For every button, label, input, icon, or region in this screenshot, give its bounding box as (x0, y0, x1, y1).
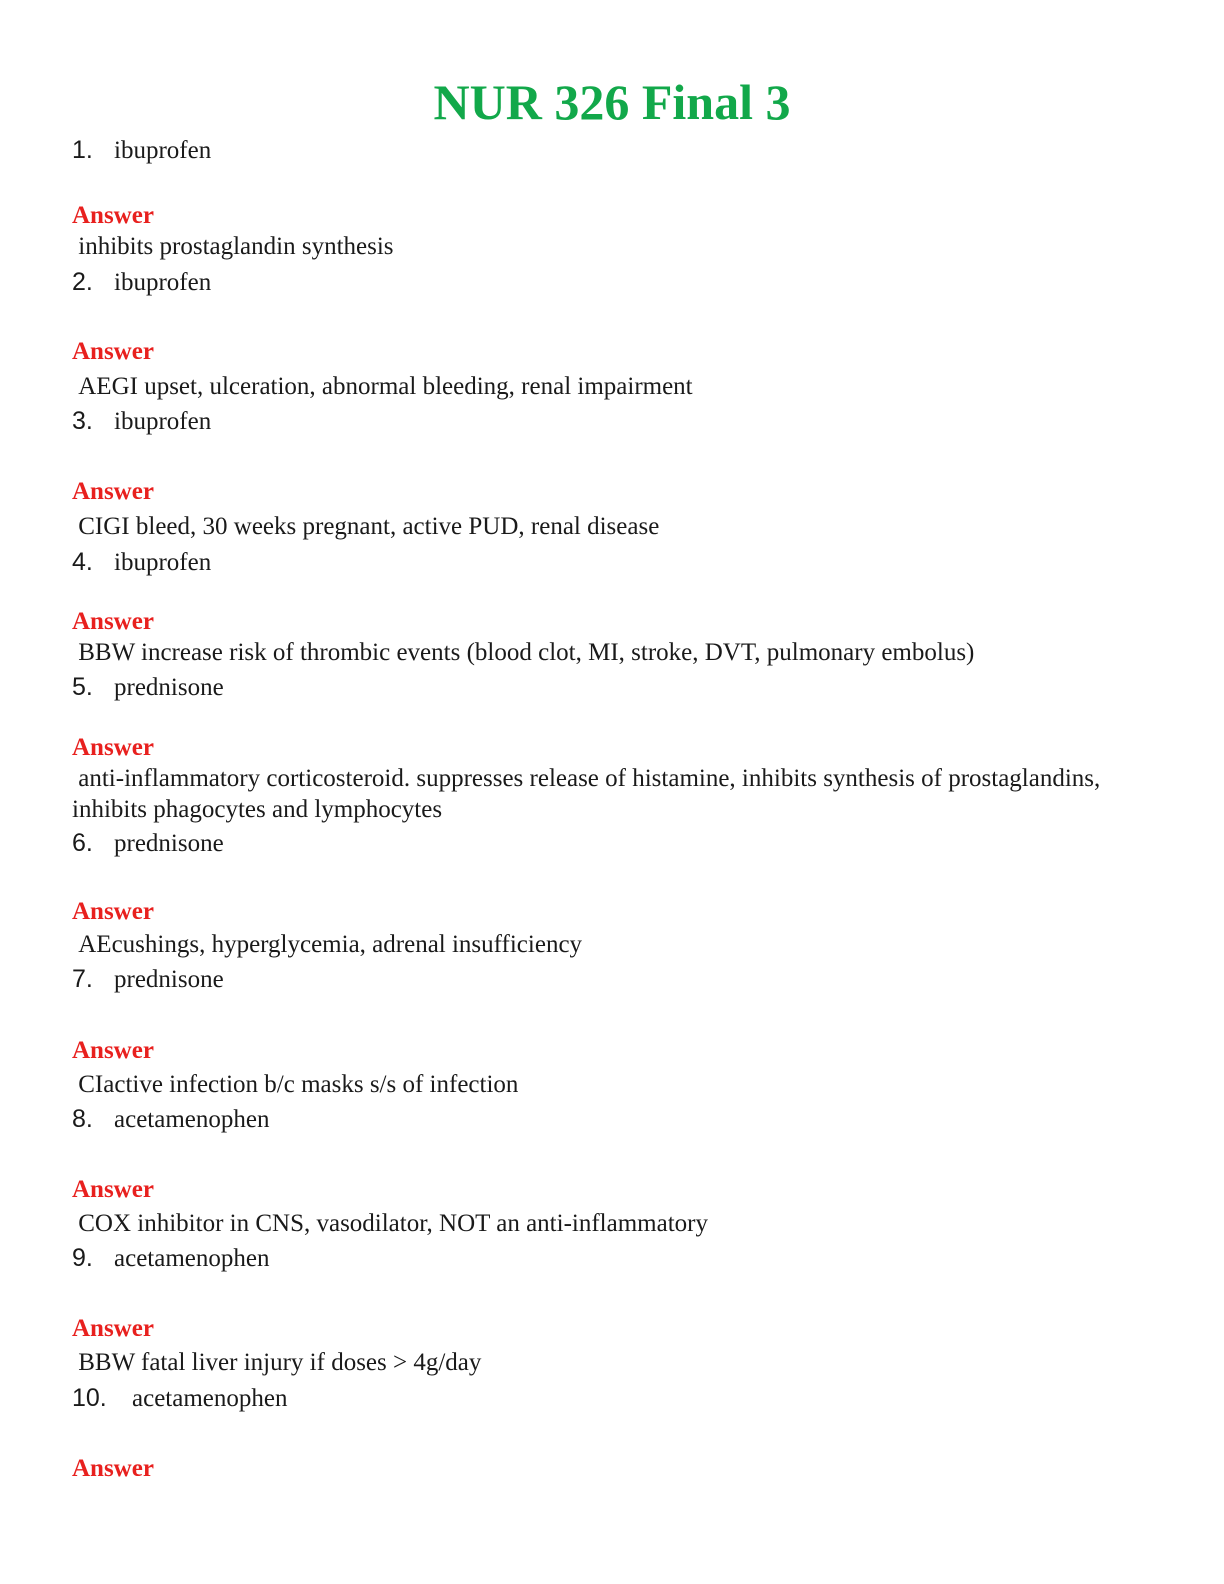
question-5 (72, 671, 224, 704)
question-term: acetamenophen (132, 1385, 288, 1412)
question-term: ibuprofen (114, 137, 212, 164)
question-number: 7. (72, 965, 93, 993)
question-4 (72, 546, 211, 579)
question-term: ibuprofen (114, 549, 212, 576)
answer-text: AEcushings, hyperglycemia, adrenal insufficiency (72, 931, 583, 958)
question-number: 10. (72, 1384, 107, 1412)
question-number: 2. (72, 268, 93, 296)
answer-text: AEGI upset, ulceration, abnormal bleeding, renal impairment (72, 373, 693, 400)
answer-label: Answer (72, 608, 154, 635)
question-number: 8. (72, 1105, 93, 1133)
question-6 (72, 827, 224, 860)
question-number: 6. (72, 829, 93, 857)
page-title: NUR 326 Final 3 (433, 74, 791, 130)
question-number: 5. (72, 673, 93, 701)
question-number: 1. (72, 136, 93, 164)
question-term: prednisone (114, 830, 224, 857)
question-7 (72, 963, 224, 996)
answer-text: inhibits prostaglandin synthesis (72, 233, 394, 260)
question-number: 4. (72, 548, 93, 576)
answer-label: Answer (72, 338, 154, 365)
question-1 (72, 134, 211, 167)
answer-label: Answer (72, 1455, 154, 1482)
answer-label: Answer (72, 202, 154, 229)
answer-label: Answer (72, 478, 154, 505)
question-number: 3. (72, 407, 93, 435)
answer-text: anti-inflammatory corticosteroid. suppresses release of histamine, inhibits synthesis of prostaglandins, inhibits phagocytes and lymphocytes (72, 765, 1107, 823)
question-10 (72, 1382, 287, 1415)
question-8 (72, 1103, 269, 1136)
answer-text: CIactive infection b/c masks s/s of infection (72, 1071, 519, 1098)
question-number: 9. (72, 1244, 93, 1272)
answer-text: BBW increase risk of thrombic events (blood clot, MI, stroke, DVT, pulmonary embolus) (72, 639, 975, 666)
answer-label: Answer (72, 898, 154, 925)
question-term: prednisone (114, 966, 224, 993)
answer-text: COX inhibitor in CNS, vasodilator, NOT an anti-inflammatory (72, 1210, 708, 1237)
answer-label: Answer (72, 734, 154, 761)
answer-text: BBW fatal liver injury if doses > 4g/day (72, 1349, 482, 1376)
question-term: ibuprofen (114, 269, 212, 296)
question-term: prednisone (114, 674, 224, 701)
answer-label: Answer (72, 1315, 154, 1342)
question-9 (72, 1242, 269, 1275)
question-term: acetamenophen (114, 1106, 270, 1133)
question-2 (72, 266, 211, 299)
question-term: acetamenophen (114, 1245, 270, 1272)
question-3 (72, 405, 211, 438)
answer-label: Answer (72, 1037, 154, 1064)
question-term: ibuprofen (114, 408, 212, 435)
answer-text: CIGI bleed, 30 weeks pregnant, active PUD, renal disease (72, 513, 660, 540)
answer-label: Answer (72, 1176, 154, 1203)
